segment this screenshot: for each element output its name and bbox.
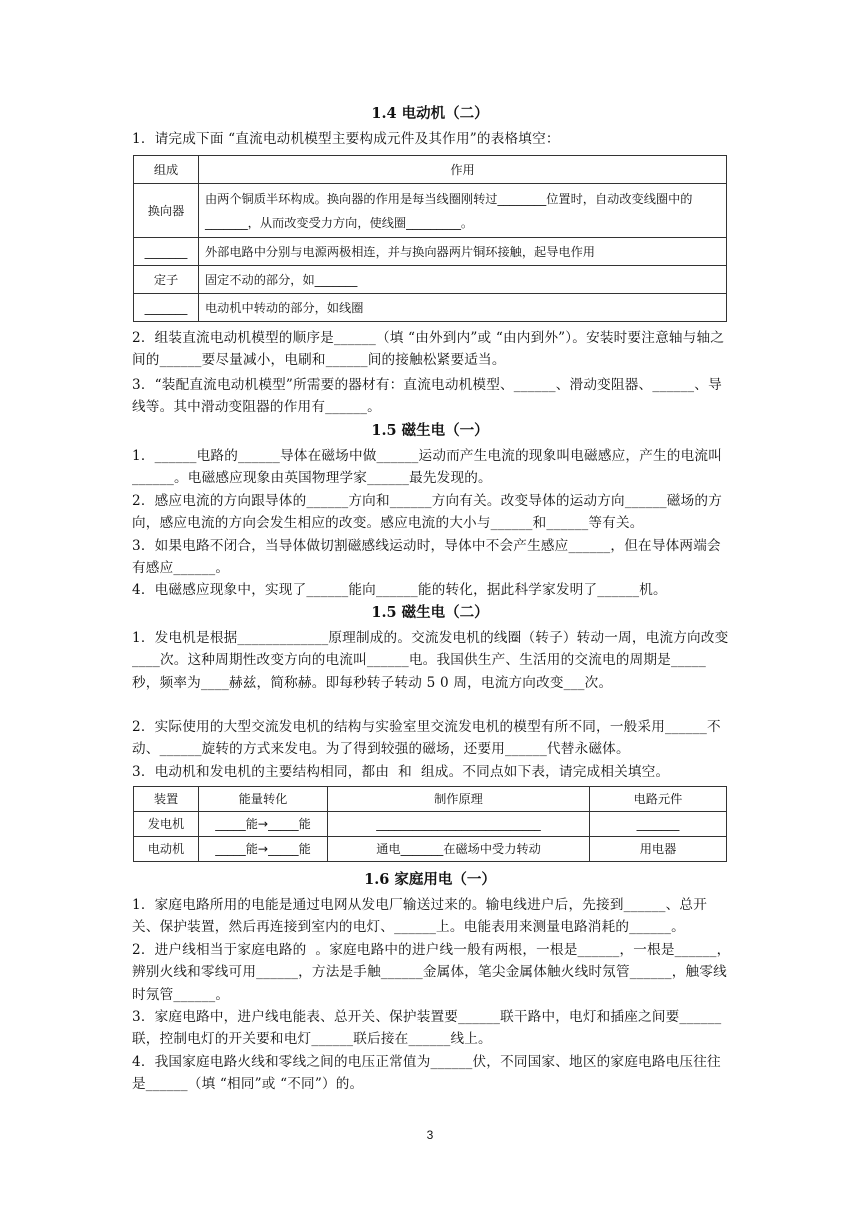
table-cell: 用电器 bbox=[590, 837, 727, 862]
question-text: 3．“装配直流电动机模型”所需要的器材有：直流电动机模型、______、滑动变阻器、______、导线等。其中滑动变阻器的作用有______。 bbox=[132, 377, 722, 416]
question-text: 2．组装直流电动机模型的顺序是______（填 “由外到内”或 “由内到外”）。安装时要注意轴与轴之间的______要尽量减小，电刷和______间的接触松紧要适当。 bbox=[132, 330, 725, 369]
table-cell: _______ bbox=[590, 812, 727, 837]
table-cell: ___________________________ bbox=[328, 812, 590, 837]
question-text: 1．发电机是根据_____________原理制成的。交流发电机的线圈（转子）转动一周，电流方向改变____次。这种周期性改变方向的电流叫______电。我国供生产、生活用的交流电的周期是_____秒，频率为____赫兹，简称赫。即每秒转子转动 5 0 周，电流方向改变___次。 bbox=[132, 630, 729, 691]
table-header: 组成 bbox=[134, 156, 199, 184]
section-title-induction-2: 1.5 磁生电（二） bbox=[371, 604, 489, 621]
motor-components-table bbox=[133, 155, 727, 322]
table-header: 作用 bbox=[199, 156, 727, 184]
table-cell: _______ bbox=[134, 238, 199, 266]
page-number: 3 bbox=[426, 1128, 434, 1142]
table-cell: 电动机 bbox=[134, 837, 199, 862]
motor-generator-table bbox=[133, 786, 727, 862]
table-cell: _____能→_____能 bbox=[199, 812, 328, 837]
table-header: 能量转化 bbox=[199, 787, 328, 812]
question-text: 1．______电路的______导体在磁场中做______运动而产生电流的现象叫电磁感应，产生的电流叫______。电磁感应现象由英国物理学家______最先发现的。 bbox=[132, 448, 722, 487]
section-title-induction-1: 1.5 磁生电（一） bbox=[371, 422, 489, 439]
question-text: 3．如果电路不闭合，当导体做切割磁感线运动时，导体中不会产生感应______，但在导体两端会有感应______。 bbox=[132, 538, 721, 577]
question-text: 2．感应电流的方向跟导体的______方向和______方向有关。改变导体的运动方向______磁场的方向，感应电流的方向会发生相应的改变。感应电流的大小与______和______等有关。 bbox=[132, 493, 722, 532]
table-cell: 通电_______在磁场中受力转动 bbox=[328, 837, 590, 862]
question-text: 4．我国家庭电路火线和零线之间的电压正常值为______伏，不同国家、地区的家庭电路电压往往是______（填 “相同”或 “不同”）的。 bbox=[132, 1054, 721, 1093]
table-cell: 由两个铜质半环构成。换向器的作用是每当线圈刚转过________位置时，自动改变线圈中的_______，从而改变受力方向，使线圈_________。 bbox=[199, 184, 727, 238]
question-text: 2．进户线相当于家庭电路的 。家庭电路中的进户线一般有两根，一根是______，一根是______，辨别火线和零线可用______，方法是手触______金属体，笔尖金属体触火线时氖管______，触零线时氖管______。 bbox=[132, 942, 731, 1003]
table-cell: _____能→_____能 bbox=[199, 837, 328, 862]
table-cell: 定子 bbox=[134, 266, 199, 294]
table-cell: 固定不动的部分，如_______ bbox=[199, 266, 727, 294]
question-text: 4．电磁感应现象中，实现了______能向______能的转化，据此科学家发明了______机。 bbox=[132, 582, 667, 598]
table-cell: 换向器 bbox=[134, 184, 199, 238]
table-cell: 电动机中转动的部分，如线圈 bbox=[199, 294, 727, 322]
section-title-motor-2: 1.4 电动机（二） bbox=[371, 105, 489, 122]
table-header: 制作原理 bbox=[328, 787, 590, 812]
question-text: 1．家庭电路所用的电能是通过电网从发电厂输送过来的。输电线进户后，先接到______、总开关、保护装置，然后再连接到室内的电灯、______上。电能表用来测量电路消耗的______。 bbox=[132, 897, 707, 936]
table-header: 电路元件 bbox=[590, 787, 727, 812]
table-header: 装置 bbox=[134, 787, 199, 812]
question-text: 3．家庭电路中，进户线电能表、总开关、保护装置要______联干路中，电灯和插座之间要______ 联，控制电灯的开关要和电灯______联后接在______线上。 bbox=[132, 1009, 726, 1048]
table-cell: 发电机 bbox=[134, 812, 199, 837]
question-text: 2．实际使用的大型交流发电机的结构与实验室里交流发电机的模型有所不同，一般采用______不动、______旋转的方式来发电。为了得到较强的磁场，还要用______代替永磁体。 bbox=[132, 719, 721, 758]
question-text: 3．电动机和发电机的主要结构相同，都由 和 组成。不同点如下表，请完成相关填空。 bbox=[132, 764, 670, 780]
section-title-household-1: 1.6 家庭用电（一） bbox=[364, 871, 496, 888]
question-text: 1．请完成下面 “直流电动机模型主要构成元件及其作用”的表格填空： bbox=[132, 131, 560, 147]
table-cell: 外部电路中分别与电源两极相连，并与换向器两片铜环接触，起导电作用 bbox=[199, 238, 727, 266]
table-cell: _______ bbox=[134, 294, 199, 322]
